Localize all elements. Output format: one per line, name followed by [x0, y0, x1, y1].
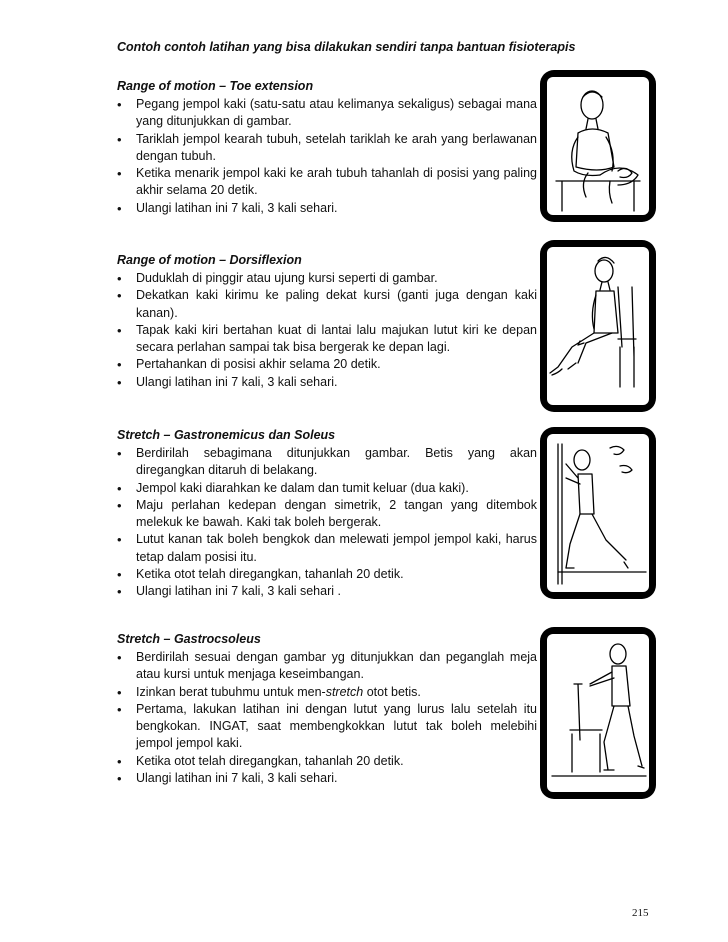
section-gastrocsoleus [117, 631, 537, 787]
section-dorsiflexion [117, 252, 537, 391]
toe-extension-illustration-icon [547, 77, 649, 215]
list-item: • Pertama, lakukan latihan ini dengan lutut yang lurus lalu setelah itu bengkokan. INGAT, saat membengkokkan lutut tak boleh melebihi jempol jempol kaki. [117, 701, 537, 753]
list-item: • Ketika menarik jempol kaki ke arah tubuh tahanlah di posisi yang paling akhir selama 20 detik. [117, 165, 537, 200]
page-heading: Contoh contoh latihan yang bisa dilakukan sendiri tanpa bantuan fisioterapis [117, 40, 576, 54]
list-item: • Tapak kaki kiri bertahan kuat di lantai lalu majukan lutut kiri ke depan secara perlahan sampai tak bisa bergerak ke depan lagi. [117, 322, 537, 357]
list-item: • Tariklah jempol kearah tubuh, setelah tariklah ke arah yang berlawanan dengan tubuh. [117, 131, 537, 166]
gastrocsoleus-figure [540, 627, 656, 799]
section-title: Range of motion – Dorsiflexion [117, 253, 302, 267]
section-title: Range of motion – Toe extension [117, 79, 314, 93]
list-item-text-tail: otot betis. [363, 684, 421, 699]
list-item: • Berdirilah sesuai dengan gambar yg ditunjukkan dan peganglah meja atau kursi untuk menjaga keseimbangan. [117, 649, 537, 684]
section-gastronemicus-soleus [117, 427, 537, 601]
list-item: • Pertahankan di posisi akhir selama 20 detik. [117, 356, 537, 373]
list-item: • Jempol kaki diarahkan ke dalam dan tumit keluar (dua kaki). [117, 480, 537, 497]
list-item: • Ulangi latihan ini 7 kali, 3 kali sehari. [117, 770, 537, 787]
list-item [117, 684, 537, 701]
list-item: • Ulangi latihan ini 7 kali, 3 kali sehari. [117, 374, 537, 391]
list-item: • Ulangi latihan ini 7 kali, 3 kali sehari. [117, 200, 537, 217]
dorsiflexion-figure [540, 240, 656, 412]
list-item: • Maju perlahan kedepan dengan simetrik, 2 tangan yang ditembok melekuk ke bawah. Kaki tak boleh bergerak. [117, 497, 537, 532]
dorsiflexion-illustration-icon [547, 247, 649, 405]
wall-calf-stretch-illustration-icon [547, 434, 649, 592]
section-title: Stretch – Gastrocsoleus [117, 632, 261, 646]
section-toe-extension [117, 78, 537, 217]
list-item: • Ulangi latihan ini 7 kali, 3 kali sehari . [117, 583, 537, 600]
instruction-list [117, 649, 537, 787]
list-item: • Berdirilah sebagimana ditunjukkan gambar. Betis yang akan diregangkan ditaruh di belakang. [117, 445, 537, 480]
gastronemicus-figure [540, 427, 656, 599]
instruction-list [117, 445, 537, 601]
instruction-list [117, 270, 537, 391]
list-item: • Pegang jempol kaki (satu-satu atau kelimanya sekaligus) sebagai mana yang ditunjukkan di gambar. [117, 96, 537, 131]
chair-calf-stretch-illustration-icon [547, 634, 649, 792]
toe-extension-figure [540, 70, 656, 222]
instruction-list [117, 96, 537, 217]
section-title: Stretch – Gastronemicus dan Soleus [117, 428, 336, 442]
list-item: • Ketika otot telah diregangkan, tahanlah 20 detik. [117, 753, 537, 770]
list-item: • Dekatkan kaki kirimu ke paling dekat kursi (ganti juga dengan kaki kanan). [117, 287, 537, 322]
list-item: • Lutut kanan tak boleh bengkok dan melewati jempol jempol kaki, harus tetap dalam posisi itu. [117, 531, 537, 566]
list-item-italic-word: stretch [325, 684, 364, 699]
list-item-text: Izinkan berat tubuhmu untuk men- [136, 684, 326, 699]
list-item: • Ketika otot telah diregangkan, tahanlah 20 detik. [117, 566, 537, 583]
page-number: 215 [632, 907, 649, 919]
list-item: • Duduklah di pinggir atau ujung kursi seperti di gambar. [117, 270, 537, 287]
